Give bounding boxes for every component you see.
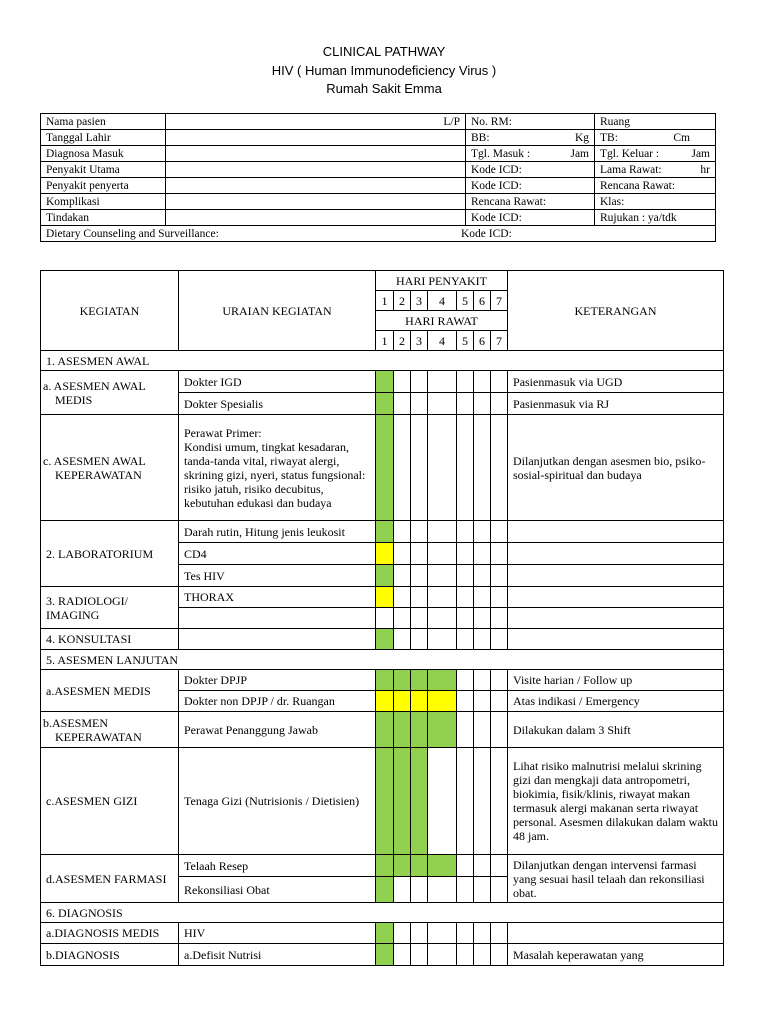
day-cell	[411, 565, 428, 587]
unit-jam-masuk: Jam	[570, 147, 589, 160]
day-cell	[394, 393, 411, 415]
document-title: CLINICAL PATHWAY	[322, 44, 446, 59]
day-cell	[411, 521, 428, 543]
dietary-row	[41, 226, 716, 242]
day-cell	[491, 712, 508, 748]
uraian-thorax: THORAX	[179, 587, 376, 608]
day-cell	[428, 587, 457, 608]
label-kode-icd-1: Kode ICD:	[466, 162, 595, 178]
header-kegiatan: KEGIATAN	[41, 271, 179, 351]
day-cell	[394, 877, 411, 903]
row-asesmen-farmasi: d.ASESMEN FARMASI	[41, 855, 179, 903]
day-cell	[457, 748, 474, 855]
day-cell-green	[394, 748, 411, 855]
uraian-dokter-igd: Dokter IGD	[179, 371, 376, 393]
day-cell	[474, 748, 491, 855]
patient-info-table	[40, 113, 716, 242]
day-cell	[428, 629, 457, 650]
day-cell-yellow	[376, 587, 394, 608]
day-cell	[457, 543, 474, 565]
document-subtitle: HIV ( Human Immunodeficiency Virus )	[271, 63, 497, 78]
row-laboratorium: 2. LABORATORIUM	[41, 521, 179, 587]
row-konsultasi: 4. KONSULTASI	[41, 629, 179, 650]
uraian-defisit-nutrisi: a.Defisit Nutrisi	[179, 944, 376, 966]
pathway-table	[40, 270, 724, 966]
day-cell	[491, 923, 508, 944]
day-cell-yellow	[394, 691, 411, 712]
day-cell	[491, 565, 508, 587]
day-penyakit-6: 6	[474, 291, 491, 311]
day-cell	[428, 521, 457, 543]
day-cell	[411, 923, 428, 944]
header-hari-rawat: HARI RAWAT	[376, 311, 508, 331]
section-diagnosis: 6. DIAGNOSIS	[41, 903, 724, 923]
label-klas: Klas:	[595, 194, 716, 210]
day-cell	[411, 587, 428, 608]
day-cell	[411, 415, 428, 521]
day-rawat-6: 6	[474, 331, 491, 351]
unit-cm: Cm	[673, 131, 690, 144]
keterangan-gizi: Lihat risiko malnutrisi melalui skrining gizi dan mengkaji data antropometri, biokimia, fisik/klinis, riwayat makan termasuk alergi makanan serta riwayat personal. Asesmen dilakukan dalam waktu 48 jam.	[508, 748, 724, 855]
day-cell	[491, 521, 508, 543]
unit-hr: hr	[700, 163, 710, 176]
day-cell	[428, 923, 457, 944]
keterangan-empty	[508, 629, 724, 650]
day-cell	[474, 521, 491, 543]
day-cell	[474, 712, 491, 748]
day-cell-green	[376, 629, 394, 650]
day-cell	[474, 923, 491, 944]
day-cell	[474, 543, 491, 565]
day-cell	[428, 608, 457, 629]
hospital-name: Rumah Sakit Emma	[326, 81, 442, 96]
day-cell	[457, 565, 474, 587]
day-cell	[394, 521, 411, 543]
day-cell	[428, 748, 457, 855]
day-cell-green	[376, 712, 394, 748]
label-dietary: Dietary Counseling and Surveillance:	[46, 227, 219, 240]
day-cell	[457, 393, 474, 415]
day-cell-green	[394, 712, 411, 748]
day-cell	[491, 608, 508, 629]
label-tb: TB:	[600, 131, 618, 144]
day-cell	[457, 691, 474, 712]
day-cell	[428, 877, 457, 903]
day-rawat-7: 7	[491, 331, 508, 351]
day-cell	[491, 944, 508, 966]
label-rujukan: Rujukan : ya/tdk	[595, 210, 716, 226]
day-cell	[394, 944, 411, 966]
header-hari-penyakit: HARI PENYAKIT	[376, 271, 508, 291]
day-cell	[457, 923, 474, 944]
day-cell-green	[394, 670, 411, 691]
day-cell-green	[428, 670, 457, 691]
day-cell-green	[411, 712, 428, 748]
day-cell-green	[428, 855, 457, 877]
unit-jam-keluar: Jam	[691, 147, 710, 160]
day-cell	[491, 415, 508, 521]
uraian-dokter-non-dpjp: Dokter non DPJP / dr. Ruangan	[179, 691, 376, 712]
day-rawat-3: 3	[411, 331, 428, 351]
day-cell	[394, 923, 411, 944]
day-cell	[474, 565, 491, 587]
day-cell-green	[411, 748, 428, 855]
day-cell	[474, 629, 491, 650]
day-cell	[411, 629, 428, 650]
day-cell	[428, 371, 457, 393]
label-diagnosa-masuk: Diagnosa Masuk	[41, 146, 166, 162]
field-lama-rawat	[595, 162, 716, 178]
day-cell	[411, 393, 428, 415]
day-cell	[491, 543, 508, 565]
day-cell	[457, 371, 474, 393]
uraian-dokter-dpjp: Dokter DPJP	[179, 670, 376, 691]
label-tgl-keluar: Tgl. Keluar :	[600, 147, 660, 160]
keterangan-empty	[508, 587, 724, 608]
header-uraian: URAIAN KEGIATAN	[179, 271, 376, 351]
field-lp: L/P	[166, 114, 466, 130]
day-cell-green	[376, 923, 394, 944]
day-cell	[457, 712, 474, 748]
day-cell	[457, 855, 474, 877]
day-cell	[474, 393, 491, 415]
day-cell-green	[376, 748, 394, 855]
day-cell	[474, 670, 491, 691]
field-tanggal-lahir	[166, 130, 466, 146]
uraian-tenaga-gizi: Tenaga Gizi (Nutrisionis / Dietisien)	[179, 748, 376, 855]
label-rencana-rawat-1: Rencana Rawat:	[595, 178, 716, 194]
uraian-hiv: HIV	[179, 923, 376, 944]
row-asesmen-awal-keperawatan: c. ASESMEN AWAL KEPERAWATAN	[41, 415, 179, 521]
keterangan-diagnosis: Masalah keperawatan yang	[508, 944, 724, 966]
day-penyakit-2: 2	[394, 291, 411, 311]
day-rawat-2: 2	[394, 331, 411, 351]
day-cell	[491, 371, 508, 393]
day-penyakit-1: 1	[376, 291, 394, 311]
label-kode-icd-2: Kode ICD:	[466, 178, 595, 194]
day-cell-green	[376, 670, 394, 691]
day-cell	[428, 415, 457, 521]
field-tgl-keluar	[595, 146, 716, 162]
day-cell	[457, 944, 474, 966]
day-cell	[474, 855, 491, 877]
label-rencana-rawat-2: Rencana Rawat:	[466, 194, 595, 210]
uraian-perawat-pj: Perawat Penanggung Jawab	[179, 712, 376, 748]
label-lama-rawat: Lama Rawat:	[600, 163, 662, 176]
day-cell	[457, 587, 474, 608]
label-kode-icd-3: Kode ICD:	[466, 210, 595, 226]
day-cell	[394, 415, 411, 521]
keterangan-farmasi: Dilanjutkan dengan intervensi farmasi yang sesuai hasil telaah dan rekonsiliasi obat.	[508, 855, 724, 903]
day-cell-green	[376, 371, 394, 393]
keterangan-empty	[508, 543, 724, 565]
day-cell	[491, 855, 508, 877]
row-asesmen-gizi: c.ASESMEN GIZI	[41, 748, 179, 855]
label-kode-icd-4: Kode ICD:	[461, 227, 512, 240]
day-cell	[474, 691, 491, 712]
day-cell	[457, 521, 474, 543]
uraian-perawat-primer: Perawat Primer: Kondisi umum, tingkat kesadaran, tanda-tanda vital, riwayat alergi, skrining gizi, nyeri, status fungsional: risiko jatuh, risiko decubitus, kebutuhan edukasi dan budaya	[179, 415, 376, 521]
day-cell	[394, 608, 411, 629]
day-cell	[411, 877, 428, 903]
uraian-empty	[179, 608, 376, 629]
day-rawat-1: 1	[376, 331, 394, 351]
day-cell	[457, 629, 474, 650]
uraian-dokter-spesialis: Dokter Spesialis	[179, 393, 376, 415]
day-cell	[376, 608, 394, 629]
day-rawat-4: 4	[428, 331, 457, 351]
day-penyakit-3: 3	[411, 291, 428, 311]
day-cell	[411, 543, 428, 565]
day-cell-green	[411, 855, 428, 877]
field-bb	[466, 130, 595, 146]
row-asesmen-medis: a.ASESMEN MEDIS	[41, 670, 179, 712]
day-cell	[411, 371, 428, 393]
day-penyakit-5: 5	[457, 291, 474, 311]
field-penyakit-utama	[166, 162, 466, 178]
day-cell	[491, 393, 508, 415]
day-cell-yellow	[411, 691, 428, 712]
field-tb	[595, 130, 716, 146]
field-komplikasi	[166, 194, 466, 210]
day-cell-green	[376, 855, 394, 877]
keterangan-rj: Pasienmasuk via RJ	[508, 393, 724, 415]
uraian-darah-rutin: Darah rutin, Hitung jenis leukosit	[179, 521, 376, 543]
header-keterangan: KETERANGAN	[508, 271, 724, 351]
day-cell	[491, 629, 508, 650]
section-asesmen-lanjutan: 5. ASESMEN LANJUTAN	[41, 650, 724, 670]
keterangan-empty	[508, 521, 724, 543]
day-cell	[474, 371, 491, 393]
day-cell	[411, 608, 428, 629]
day-cell-yellow	[376, 691, 394, 712]
day-cell-green	[411, 670, 428, 691]
day-cell-green	[394, 855, 411, 877]
day-cell	[457, 877, 474, 903]
day-penyakit-4: 4	[428, 291, 457, 311]
field-tindakan	[166, 210, 466, 226]
uraian-rekonsiliasi: Rekonsiliasi Obat	[179, 877, 376, 903]
day-cell-green	[428, 712, 457, 748]
day-cell-green	[376, 877, 394, 903]
day-cell	[394, 587, 411, 608]
keterangan-dpjp: Visite harian / Follow up	[508, 670, 724, 691]
row-asesmen-keperawatan: b.ASESMEN KEPERAWATAN	[41, 712, 179, 748]
keterangan-empty	[508, 608, 724, 629]
day-cell-green	[376, 944, 394, 966]
day-cell	[457, 415, 474, 521]
day-cell	[474, 608, 491, 629]
label-tindakan: Tindakan	[41, 210, 166, 226]
day-cell	[394, 371, 411, 393]
day-cell	[474, 415, 491, 521]
unit-kg: Kg	[574, 131, 589, 144]
day-cell	[457, 670, 474, 691]
day-cell	[394, 565, 411, 587]
day-cell	[411, 944, 428, 966]
uraian-tes-hiv: Tes HIV	[179, 565, 376, 587]
label-tanggal-lahir: Tanggal Lahir	[41, 130, 166, 146]
day-cell	[491, 587, 508, 608]
field-penyakit-penyerta	[166, 178, 466, 194]
day-cell	[491, 691, 508, 712]
day-cell-green	[376, 521, 394, 543]
keterangan-igd: Pasienmasuk via UGD	[508, 371, 724, 393]
day-cell	[491, 877, 508, 903]
label-tgl-masuk: Tgl. Masuk :	[471, 147, 531, 160]
label-nama-pasien: Nama pasien	[41, 114, 166, 130]
day-cell	[428, 393, 457, 415]
label-bb: BB:	[471, 131, 490, 144]
day-cell-green	[376, 393, 394, 415]
day-cell	[428, 944, 457, 966]
day-cell-yellow	[428, 691, 457, 712]
day-cell-green	[376, 565, 394, 587]
keterangan-pj: Dilakukan dalam 3 Shift	[508, 712, 724, 748]
day-cell-yellow	[376, 543, 394, 565]
day-cell	[394, 543, 411, 565]
day-cell	[474, 877, 491, 903]
keterangan-perawat-primer: Dilanjutkan dengan asesmen bio, psiko-sosial-spiritual dan budaya	[508, 415, 724, 521]
row-asesmen-awal-medis: a. ASESMEN AWAL MEDIS	[41, 371, 179, 415]
uraian-cd4: CD4	[179, 543, 376, 565]
keterangan-non-dpjp: Atas indikasi / Emergency	[508, 691, 724, 712]
section-asesmen-awal: 1. ASESMEN AWAL	[41, 351, 724, 371]
label-no-rm: No. RM:	[466, 114, 595, 130]
day-penyakit-7: 7	[491, 291, 508, 311]
row-diagnosis-b: b.DIAGNOSIS	[41, 944, 179, 966]
uraian-telaah-resep: Telaah Resep	[179, 855, 376, 877]
day-cell	[428, 565, 457, 587]
uraian-empty	[179, 629, 376, 650]
label-penyakit-penyerta: Penyakit penyerta	[41, 178, 166, 194]
field-diagnosa-masuk	[166, 146, 466, 162]
day-cell-green	[376, 415, 394, 521]
keterangan-empty	[508, 565, 724, 587]
day-cell	[428, 543, 457, 565]
label-komplikasi: Komplikasi	[41, 194, 166, 210]
day-cell	[474, 944, 491, 966]
day-rawat-5: 5	[457, 331, 474, 351]
label-penyakit-utama: Penyakit Utama	[41, 162, 166, 178]
day-cell	[491, 670, 508, 691]
keterangan-empty	[508, 923, 724, 944]
day-cell	[491, 748, 508, 855]
day-cell	[457, 608, 474, 629]
row-diagnosis-medis: a.DIAGNOSIS MEDIS	[41, 923, 179, 944]
field-tgl-masuk	[466, 146, 595, 162]
row-radiologi: 3. RADIOLOGI/ IMAGING	[41, 587, 179, 629]
label-ruang: Ruang	[595, 114, 716, 130]
day-cell	[474, 587, 491, 608]
day-cell	[394, 629, 411, 650]
